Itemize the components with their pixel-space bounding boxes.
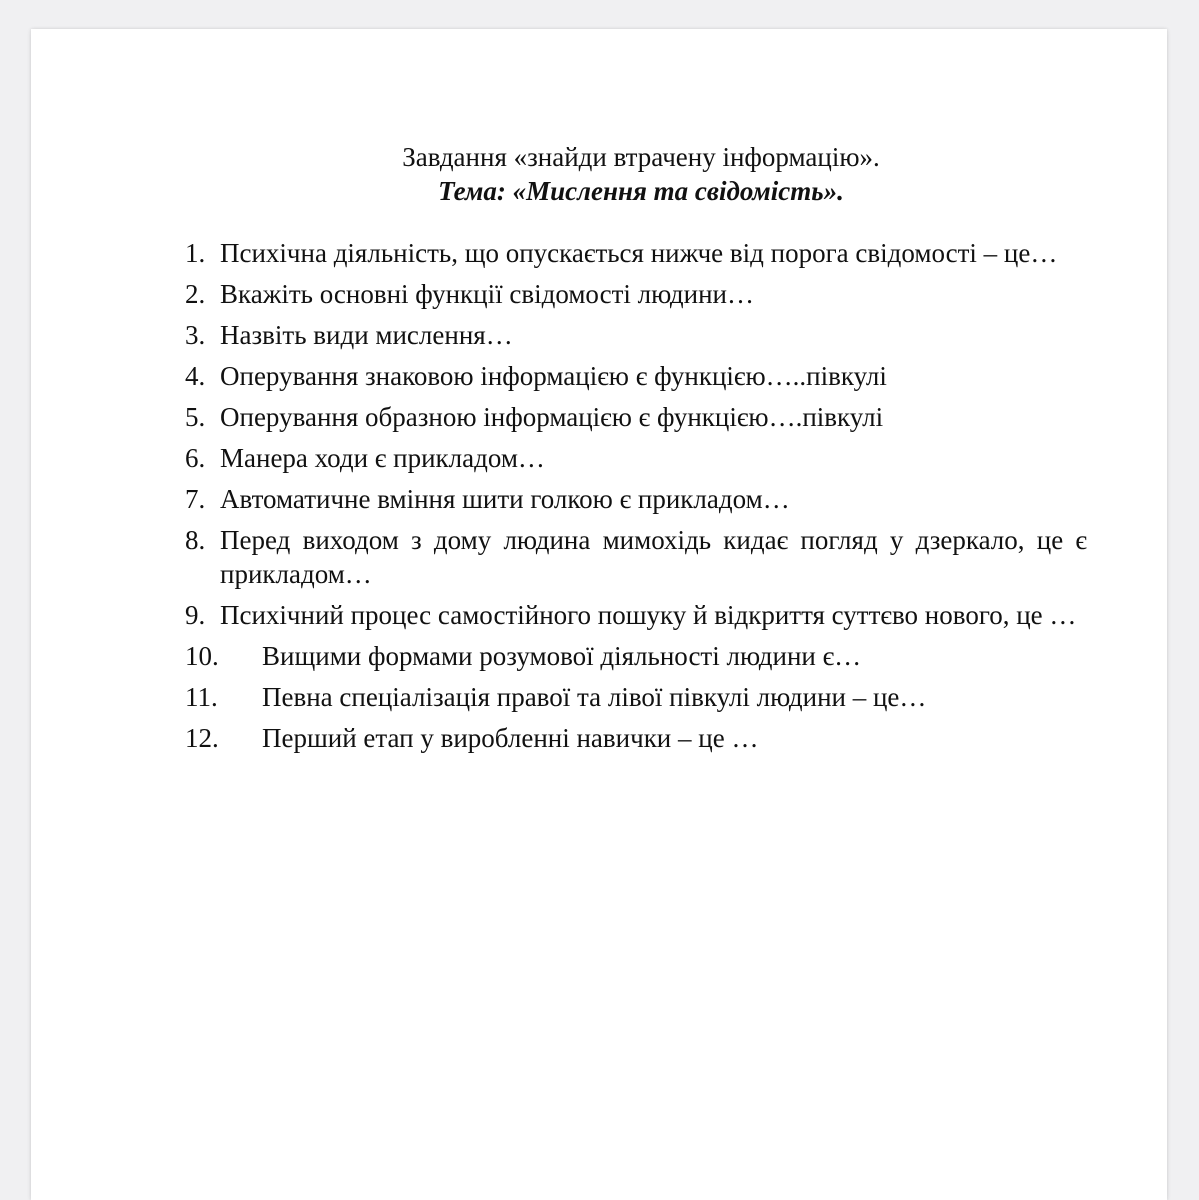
item-number: 12. xyxy=(185,723,219,753)
list-item xyxy=(185,400,1087,434)
item-text: Перший етап у виробленні навички – це … xyxy=(262,723,759,753)
item-text: Перед виходом з дому людина мимохідь кидає погляд у дзеркало, це є прикладом… xyxy=(220,525,1087,589)
list-item xyxy=(185,441,1087,475)
item-text: Оперування знаковою інформацією є функцією…..півкулі xyxy=(220,361,887,391)
item-number: 10. xyxy=(185,641,219,671)
item-number: 4. xyxy=(185,361,206,391)
list-item xyxy=(185,482,1087,516)
item-text: Манера ходи є прикладом… xyxy=(220,443,545,473)
list-item xyxy=(185,277,1087,311)
list-item xyxy=(185,318,1087,352)
item-text: Автоматичне вміння шити голкою є прикладом… xyxy=(220,484,790,514)
item-number: 3. xyxy=(185,320,206,350)
list-item xyxy=(185,721,1087,755)
list-item xyxy=(185,523,1087,591)
item-text: Вищими формами розумової діяльності людини є… xyxy=(262,641,862,671)
list-item xyxy=(185,598,1087,632)
item-text: Психічний процес самостійного пошуку й відкриття суттєво нового, це … xyxy=(220,600,1077,630)
item-number: 9. xyxy=(185,600,206,630)
list-item xyxy=(185,359,1087,393)
item-number: 7. xyxy=(185,484,206,514)
document-title: Завдання «знайди втрачену інформацію». xyxy=(402,142,880,172)
list-item xyxy=(185,680,1087,714)
item-number: 2. xyxy=(185,279,206,309)
list-item xyxy=(185,236,1087,270)
item-text: Вкажіть основні функції свідомості людини… xyxy=(220,279,754,309)
item-text: Психічна діяльність, що опускається нижче від порога свідомості – це… xyxy=(220,238,1058,268)
item-number: 1. xyxy=(185,238,206,268)
item-number: 8. xyxy=(185,525,206,555)
item-text: Оперування образною інформацією є функцією….півкулі xyxy=(220,402,884,432)
document-subtitle: Тема: «Мислення та свідомість». xyxy=(438,176,844,206)
item-number: 5. xyxy=(185,402,206,432)
item-number: 11. xyxy=(185,682,218,712)
item-text: Назвіть види мислення… xyxy=(220,320,513,350)
item-number: 6. xyxy=(185,443,206,473)
question-list xyxy=(185,236,1087,762)
document-heading xyxy=(31,140,1199,208)
document-page xyxy=(31,29,1167,1200)
list-item xyxy=(185,639,1087,673)
item-text: Певна спеціалізація правої та лівої півкулі людини – це… xyxy=(262,682,927,712)
